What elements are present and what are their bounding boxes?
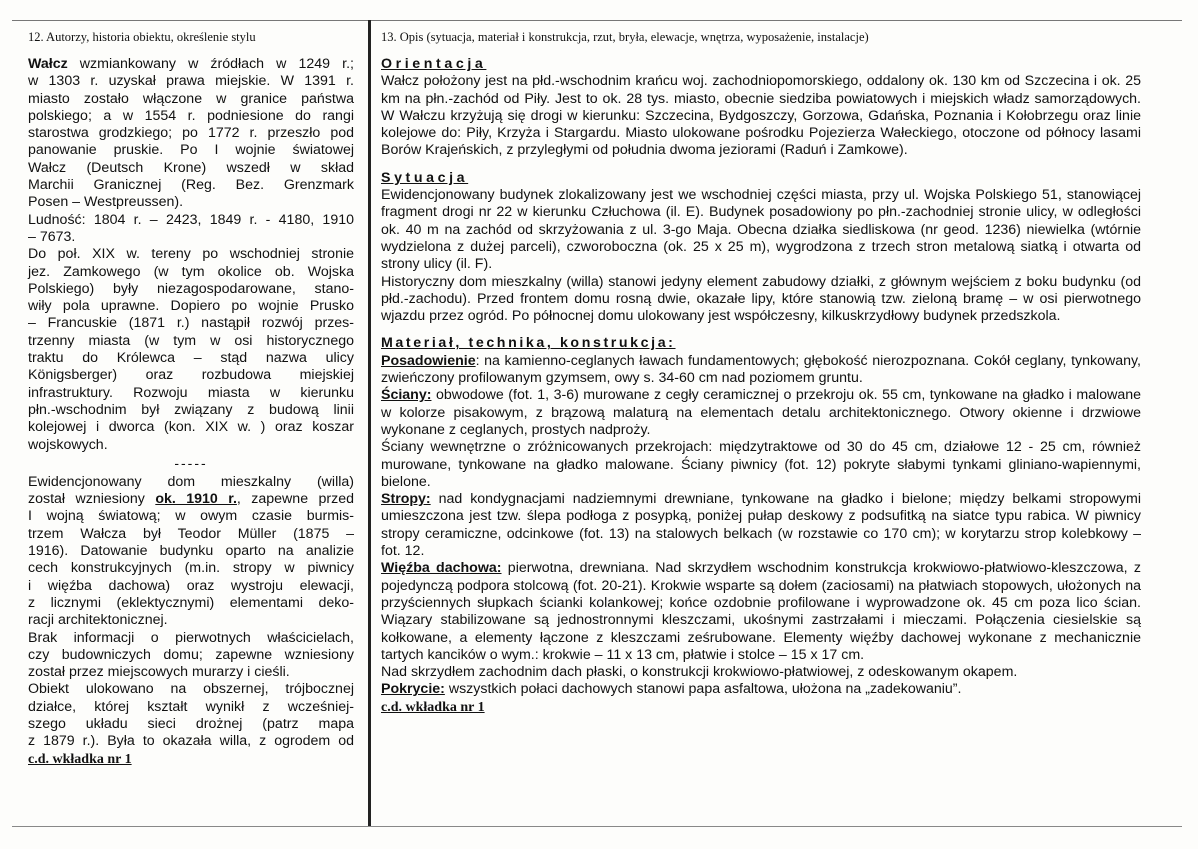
- town-name: Wałcz: [28, 56, 68, 72]
- foundation-label: Posadowienie: [381, 352, 476, 369]
- population-paragraph: Ludność: 1804 r. – 2423, 1849 r. - 4180, 1910 – 7673.: [28, 211, 354, 245]
- right-column: [381, 30, 1141, 716]
- page-frame-top: [12, 20, 1182, 21]
- owners-paragraph: Brak informacji o pierwotnych właścicielach, czy budowniczych domu; zapewne wzniesiony został przez miejscowych murarzy i cieśli.: [28, 629, 354, 681]
- left-column: [28, 30, 354, 768]
- material-heading: Materiał, technika, konstrukcja:: [381, 335, 676, 352]
- construction-date: ok. 1910 r.: [155, 491, 237, 508]
- situation-heading: Sytuacja: [381, 169, 469, 186]
- left-section-header: 12. Autorzy, historia obiektu, określenie stylu: [28, 30, 256, 44]
- inner-walls-text: Ściany wewnętrzne o zróżnicowanych przekrojach: międzytraktowe od 30 do 45 cm, działowe 12 - 25 cm, również murowane, tynkowane na gładko malowane. Ściany piwnicy (fot. 12) pokryte słabymi tynkami gliniano-wapiennymi, bielone.: [381, 439, 1141, 490]
- building-paragraph: Ewidencjonowany dom mieszkalny (willa) został wzniesiony ok. 1910 r., zapewne przed I wojną światową; w owym czasie burmis- trzem Wałcza był Teodor Müller (1875 – 1916). Datowanie budynku oparto na analizie cech konstrukcyjnych (m.in. stropy w piwnicy i więźba dachowa) oraz wystroju elewacji, z licznymi (eklektycznymi) elementami deko- racji architektonicznej.: [28, 473, 355, 629]
- walls-text: Ściany: obwodowe (fot. 1, 3-6) murowane z cegły ceramicznej o przekroju ok. 55 cm, tynkowane na gładko i malowane w kolorze pisakowym, z brązową malaturą na elementach detalu architektonicznego. Otwory okienne i drzwiowe wykonane z ceglanych, prostych nadproży.: [381, 387, 1141, 438]
- history-paragraph-2: Do poł. XIX w. tereny po wschodniej stronie jez. Zamkowego (w tym okolice ob. Wojska Polskiego) były niezagospodarowane, stano- wiły pola uprawne. Dopiero po wojnie Prusko – Francuskie (1871 r.) nastąpił rozwój przes- trzenny miasta (w tym w osi historycznego traktu do Królewca – stąd nazwa ulicy Königsberger) oraz rozbudowa miejskiej infrastruktury. Rozwoju miasta w kierunku płn.-wschodnim był związany z budową linii kolejowej i dworca (kon. XIX w. ) oraz koszar wojskowych.: [28, 246, 354, 453]
- roofing-text: Pokrycie: wszystkich połaci dachowych stanowi papa asfaltowa, ułożona na „zadekowaniu”.: [381, 681, 962, 698]
- continued-note-left: c.d. wkładka nr 1: [28, 751, 132, 767]
- walls-label: Ściany:: [381, 387, 432, 404]
- page-frame-bottom: [12, 826, 1182, 827]
- ceilings-label: Stropy:: [381, 491, 431, 508]
- section-separator: -----: [174, 454, 208, 471]
- column-divider: [368, 20, 371, 826]
- flat-roof-text: Nad skrzydłem zachodnim dach płaski, o konstrukcji krokwiowo-płatwiowej, z odeskowanym okapem.: [381, 664, 1018, 681]
- roofing-label: Pokrycie:: [381, 681, 445, 698]
- situation-text-1: Ewidencjonowany budynek zlokalizowany jest we wschodniej części miasta, przy ul. Wojska Polskiego 51, stanowiącej fragment drogi nr 22 w kierunku Człuchowa (il. E). Budynek posadowiony po płn.-zachodniej stronie ulicy, w odległości ok. 40 m na zachód od skrzyżowania z ul. 3-go Maja. Obecna działka siedliskowa (nr geod. 1236) niewielka (wtórnie wydzielona z dużej parceli), czworoboczna (ok. 25 x 25 m), wygrodzona z trzech stron metalową siatką i otwarta od strony ulicy (il. F).: [381, 187, 1141, 273]
- orientation-heading: Orientacja: [381, 56, 487, 72]
- roof-truss-label: Więźba dachowa:: [381, 560, 502, 577]
- foundation-text: Posadowienie: na kamienno-ceglanych ławach fundamentowych; głębokość nierozpoznana. Cokół ceglany, tynkowany, zwieńczony profilowanym gzymsem, owy s. 34-60 cm nad poziomem gruntu.: [381, 352, 1141, 387]
- plot-paragraph: Obiekt ulokowano na obszernej, trójbocznej działce, której kształt wynikł z wcześniej- szego układu sieci drożnej (patrz mapa z 1879 r.). Była to okazała willa, z ogrodem od: [28, 681, 354, 750]
- ceilings-text: Stropy: nad kondygnacjami nadziemnymi drewniane, tynkowane na gładko i bielone; między belkami stropowymi umieszczona jest tzw. ślepa podłoga z posypką, poniżej pułap deskowy z podsufitką na siatce typu rabica. W piwnicy stropy ceramiczne, odcinkowe (fot. 13) na stalowych belkach (w rozstawie co 170 cm); w korytarzu strop kolebkowy – fot. 12.: [381, 491, 1141, 560]
- orientation-text: Wałcz położony jest na płd.-wschodnim krańcu woj. zachodniopomorskiego, oddalony ok. 130 km od Szczecina i ok. 25 km na płn.-zachód od Piły. Jest to ok. 28 tys. miasto, obecnie siedziba powiatowych i miejskich władz samorządowych. W Wałczu krzyżują się drogi w kierunku: Szczecina, Bydgoszczy, Gorzowa, Gdańska, Poznania i Kołobrzegu oraz linie kolejowe do: Piły, Krzyża i Stargardu. Miasto ulokowane pośrodku Pojezierza Wałeckiego, otoczone od północy lasami Borów Krajeńskich, z przyległymi od południa dwoma jeziorami (Raduń i Zamkowe).: [381, 73, 1141, 159]
- roof-truss-text: Więźba dachowa: pierwotna, drewniana. Nad skrzydłem wschodnim konstrukcja krokwiowo-płatwiowo-kleszczowa, z pojedynczą podpora stolcową (fot. 20-21). Krokwie wsparte są dołem (zaciosami) na płatwiach stopowych, ułożonych na przyściennych słupkach ścianki kolankowej; końce ozdobnie profilowane i wyprowadzone ok. 45 cm poza lico ścian. Wiązary stabilizowane są jednostronnymi kleszczami, ukośnymi zastrzałami i mieczami. Połączenia ciesielskie są kołkowane, a elementy łączone z kleszczami ześrubowane. Elementy więźby dachowej wykonane z mechanicznie tartych kancików o wym.: krokwie – 11 x 13 cm, płatwie i stolce – 15 x 17 cm.: [381, 560, 1142, 663]
- situation-text-2: Historyczny dom mieszkalny (willa) stanowi jedyny element zabudowy działki, z głównym wejściem z boku budynku (od płd.-zachodu). Przed frontem domu rosną dwie, okazałe lipy, które stanowią tzw. zieloną bramę – w osi pierwotnego wjazdu przez ogród. Po północnej domu ulokowany jest współczesny, kilkuskrzydłowy budynek przedszkola.: [381, 273, 1141, 325]
- history-paragraph-1: Wałcz wzmiankowany w źródłach w 1249 r.; w 1303 r. uzyskał prawa miejskie. W 1391 r. miasto zostało włączone w granice państwa polskiego; a w 1554 r. podniesione do rangi starostwa grodzkiego; po 1772 r. przeszło pod panowanie pruskie. Po I wojnie światowej Wałcz (Deutsch Krone) wszedł w skład Marchii Granicznej (Reg. Bez. Grenzmark Posen – Westpreussen).: [28, 56, 354, 211]
- right-section-header: 13. Opis (sytuacja, materiał i konstrukcja, rzut, bryła, elewacje, wnętrza, wyposażenie, instalacje): [381, 30, 869, 44]
- continued-note-right: c.d. wkładka nr 1: [381, 699, 485, 715]
